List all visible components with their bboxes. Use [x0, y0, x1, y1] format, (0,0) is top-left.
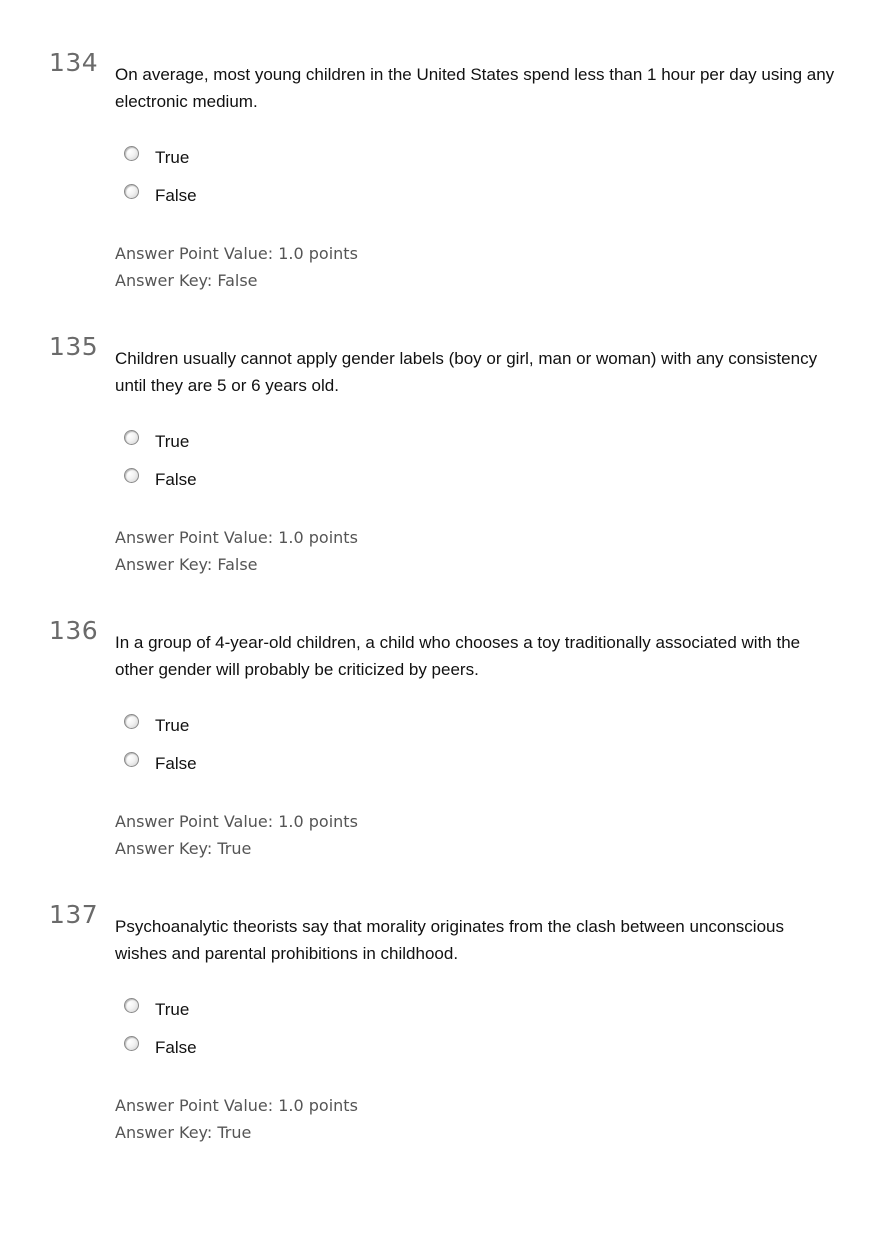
choice-label[interactable]: True: [155, 716, 190, 735]
choice-label[interactable]: False: [155, 470, 197, 489]
question-block: [0, 616, 880, 900]
radio-button[interactable]: [124, 1036, 139, 1051]
question-text: Children usually cannot apply gender labels (boy or girl, man or woman) with any consistency until they are 5 or 6 years old.: [115, 349, 818, 395]
radio-button[interactable]: [124, 752, 139, 767]
answer-key: Answer Key: False: [115, 271, 258, 290]
question-number: 134: [49, 48, 99, 77]
answer-key: Answer Key: True: [115, 839, 252, 858]
radio-button[interactable]: [124, 714, 139, 729]
point-value: Answer Point Value: 1.0 points: [115, 812, 358, 831]
choice-false[interactable]: [124, 185, 197, 207]
radio-button[interactable]: [124, 146, 139, 161]
choice-label[interactable]: False: [155, 754, 197, 773]
choice-true[interactable]: [124, 999, 189, 1021]
question-text: In a group of 4-year-old children, a child who chooses a toy traditionally associated with the other gender will probably be criticized by peers.: [115, 633, 801, 679]
choice-true[interactable]: [124, 147, 189, 169]
question-number: 135: [49, 332, 99, 361]
choice-label[interactable]: True: [155, 1000, 190, 1019]
radio-button[interactable]: [124, 468, 139, 483]
choice-label[interactable]: False: [155, 1038, 197, 1057]
question-number: 136: [49, 616, 99, 645]
choice-label[interactable]: True: [155, 432, 190, 451]
choice-true[interactable]: [124, 431, 189, 453]
radio-button[interactable]: [124, 184, 139, 199]
choice-true[interactable]: [124, 715, 189, 737]
choice-false[interactable]: [124, 1037, 197, 1059]
point-value: Answer Point Value: 1.0 points: [115, 244, 358, 263]
choice-false[interactable]: [124, 753, 197, 775]
choice-false[interactable]: [124, 469, 197, 491]
radio-button[interactable]: [124, 998, 139, 1013]
choice-label[interactable]: True: [155, 148, 190, 167]
point-value: Answer Point Value: 1.0 points: [115, 1096, 358, 1115]
question-block: [0, 900, 880, 1184]
answer-key: Answer Key: True: [115, 1123, 252, 1142]
point-value: Answer Point Value: 1.0 points: [115, 528, 358, 547]
question-block: [0, 332, 880, 616]
question-text: Psychoanalytic theorists say that morality originates from the clash between unconscious wishes and parental prohibitions in childhood.: [115, 917, 784, 963]
radio-button[interactable]: [124, 430, 139, 445]
question-number: 137: [49, 900, 99, 929]
answer-key: Answer Key: False: [115, 555, 258, 574]
question-block: [0, 48, 880, 332]
question-text: On average, most young children in the United States spend less than 1 hour per day using any electronic medium.: [115, 65, 835, 111]
choice-label[interactable]: False: [155, 186, 197, 205]
